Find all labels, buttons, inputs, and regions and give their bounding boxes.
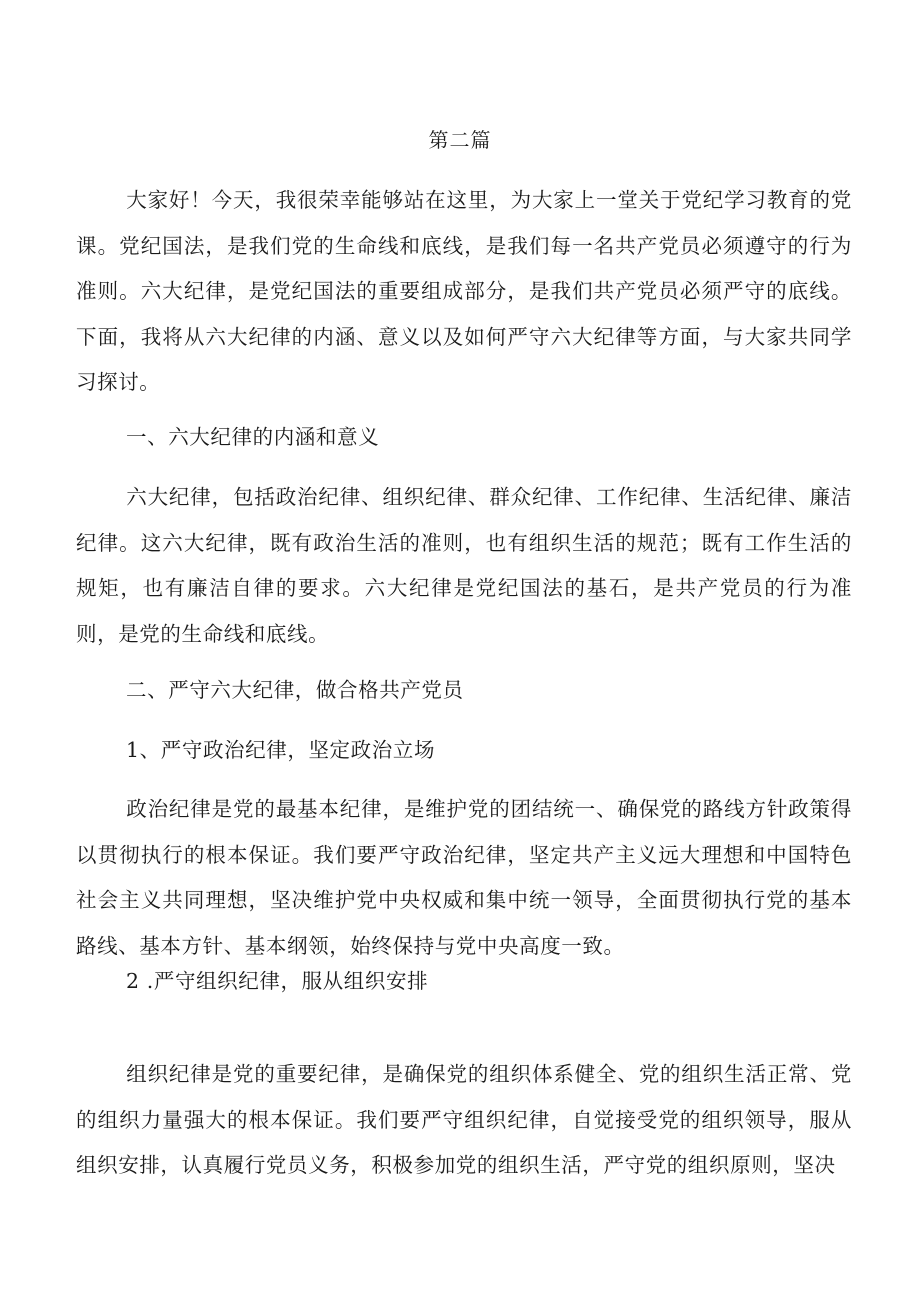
- section-1-paragraph: 六大纪律，包括政治纪律、组织纪律、群众纪律、工作纪律、生活纪律、廉洁纪律。这六大纪律，既有政治生活的准则，也有组织生活的规范；既有工作生活的规矩，也有廉洁自律的要求。六大纪律是党纪国法的基石，是共产党员的行为准则，是党的生命线和底线。: [76, 485, 852, 646]
- intro-paragraph: 大家好！今天，我很荣幸能够站在这里，为大家上一堂关于党纪学习教育的党课。党纪国法，是我们党的生命线和底线，是我们每一名共产党员必须遵守的行为准则。六大纪律，是党纪国法的重要组成部分，是我们共产党员必须严守的底线。下面，我将从六大纪律的内涵、意义以及如何严守六大纪律等方面，与大家共同学习探讨。: [76, 188, 852, 395]
- section-heading-2: 二、严守六大纪律，做合格共产党员: [126, 678, 464, 702]
- subsection-heading-1: 1、严守政治纪律，坚定政治立场: [126, 738, 436, 762]
- subsection-1-paragraph: 政治纪律是党的最基本纪律，是维护党的团结统一、确保党的路线方针政策得以贯彻执行的根本保证。我们要严守政治纪律，坚定共产主义远大理想和中国特色社会主义共同理想，坚决维护党中央权威和集中统一领导，全面贯彻执行党的基本路线、基本方针、基本纲领，始终保持与党中央高度一致。: [76, 797, 852, 958]
- subsection-heading-2: 2 .严守组织纪律，服从组织安排: [126, 969, 429, 993]
- section-heading-1: 一、六大纪律的内涵和意义: [126, 425, 380, 449]
- subsection-2-paragraph: 组织纪律是党的重要纪律，是确保党的组织体系健全、党的组织生活正常、党的组织力量强大的根本保证。我们要严守组织纪律，自觉接受党的组织领导，服从组织安排，认真履行党员义务，积极参加党的组织生活，严守党的组织原则，坚决: [76, 1062, 852, 1178]
- document-title: 第二篇: [428, 128, 492, 152]
